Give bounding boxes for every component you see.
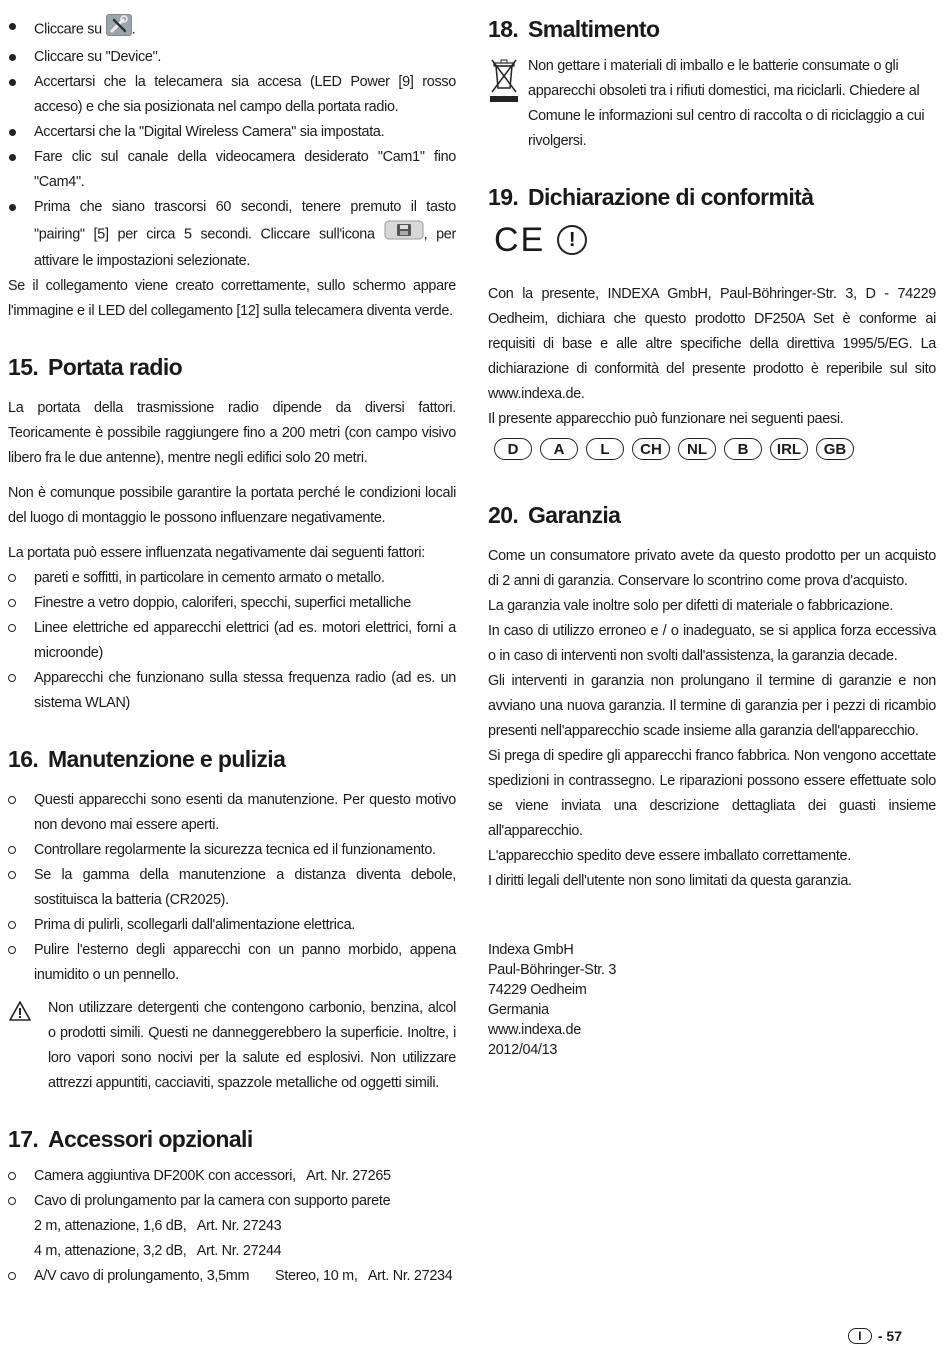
section-17-heading: 17. Accessori opzionali bbox=[8, 1126, 253, 1152]
list-item: Accertarsi che la "Digital Wireless Camera" sia impostata. bbox=[8, 120, 456, 145]
list-item: Accertarsi che la telecamera sia accesa (LED Power [9] rosso acceso) e che sia posizionata nel campo della portata radio. bbox=[8, 70, 456, 120]
maintenance-list bbox=[8, 788, 456, 988]
list-item: pareti e soffitti, in particolare in cemento armato o metallo. bbox=[8, 566, 456, 591]
warranty-para: Si prega di spedire gli apparecchi franco fabbrica. Non vengono accettate spedizioni in contrassegno. Le riparazioni possono essere effettuate solo se viene inviata una descrizione dettagliata dei guasti insieme all'apparecchio. bbox=[488, 748, 936, 839]
list-item: Finestre a vetro doppio, caloriferi, specchi, superfici metalliche bbox=[8, 591, 456, 616]
section-20-heading: 20. Garanzia bbox=[488, 502, 621, 528]
section-18-heading: 18. Smaltimento bbox=[488, 16, 660, 42]
list-item: Linee elettriche ed apparecchi elettrici (ad es. motori elettrici, forni a microonde) bbox=[8, 616, 456, 666]
warning-triangle-icon bbox=[8, 1000, 32, 1022]
country-badge: L bbox=[586, 438, 624, 460]
list-item: Cavo di prolungamento par la camera con supporto parete 2 m, attenazione, 1,6 dB, Art. Nr. 27243 4 m, attenazione, 3,2 dB, Art. Nr. 27244 bbox=[8, 1189, 456, 1264]
country-badge: CH bbox=[632, 438, 670, 460]
section-15-heading: 15. Portata radio bbox=[8, 354, 183, 380]
list-item: Pulire l'esterno degli apparecchi con un panno morbido, appena inumidito o un pennello. bbox=[8, 938, 456, 988]
country-badge: NL bbox=[678, 438, 716, 460]
company-address: Indexa GmbH Paul-Böhringer-Str. 3 74229 Oedheim Germania www.indexa.de 2012/04/13 bbox=[488, 942, 617, 1058]
range-factors-list bbox=[8, 566, 456, 716]
list-item: Camera aggiuntiva DF200K con accessori, Art. Nr. 27265 bbox=[8, 1164, 456, 1189]
list-item: Cliccare su . bbox=[8, 14, 456, 45]
country-badge: IRL bbox=[770, 438, 808, 460]
section-16-heading: 16. Manutenzione e pulizia bbox=[8, 746, 286, 772]
right-column bbox=[488, 14, 936, 1060]
warranty-para: La garanzia vale inoltre solo per difetti di materiale o fabbricazione. bbox=[488, 598, 894, 614]
warranty-para: L'apparecchio spedito deve essere imballato correttamente. bbox=[488, 848, 851, 864]
disposal-block: Non gettare i materiali di imballo e le batterie consumate o gli apparecchi obsoleti tra i rifiuti domestici, ma riciclarli. Chiedere al Comune le informazioni sul centro di raccolta o di riciclaggio a cui rivolgersi. bbox=[488, 54, 936, 154]
warranty-para: I diritti legali dell'utente non sono limitati da questa garanzia. bbox=[488, 873, 852, 889]
list-item: Questi apparecchi sono esenti da manutenzione. Per questo motivo non devono mai essere aperti. bbox=[8, 788, 456, 838]
page-number: I - 57 bbox=[848, 1328, 902, 1344]
pairing-result-paragraph: Se il collegamento viene creato correttamente, sullo schermo appare l'immagine e il LED del collegamento [12] sulla telecamera diventa verde. bbox=[8, 278, 456, 319]
list-item: A/V cavo di prolungamento, 3,5mm Stereo, 10 m, Art. Nr. 27234 bbox=[8, 1264, 456, 1289]
section-15-para-3: La portata può essere influenzata negativamente dai seguenti fattori: bbox=[8, 545, 425, 561]
alert-circle-icon: ! bbox=[557, 225, 587, 255]
crossed-bin-icon bbox=[490, 58, 518, 104]
section-19-heading: 19. Dichiarazione di conformità bbox=[488, 184, 814, 210]
list-item: Apparecchi che funzionano sulla stessa frequenza radio (ad es. un sistema WLAN) bbox=[8, 666, 456, 716]
countries-intro: Il presente apparecchio può funzionare nei seguenti paesi. bbox=[488, 411, 844, 427]
list-item: Cliccare su "Device". bbox=[8, 45, 456, 70]
list-item: Controllare regolarmente la sicurezza tecnica ed il funzionamento. bbox=[8, 838, 456, 863]
country-badge: A bbox=[540, 438, 578, 460]
country-badge: GB bbox=[816, 438, 854, 460]
tools-icon bbox=[106, 14, 132, 45]
ce-mark: CE bbox=[494, 221, 546, 259]
section-15-para-2: Non è comunque possibile garantire la portata perché le condizioni locali del luogo di montaggio le possono influenzare negativamente. bbox=[8, 485, 456, 526]
save-settings-icon bbox=[384, 220, 424, 249]
conformity-marks bbox=[494, 220, 936, 260]
warranty-para: Come un consumatore privato avete da questo prodotto per un acquisto di 2 anni di garanzia. Conservare lo scontrino come prova d'acquisto. bbox=[488, 548, 936, 589]
warranty-para: In caso di utilizzo erroneo e / o inadeguato, se si applica forza eccessiva o in caso di interventi non svolti dall'assistenza, la garanzia decade. bbox=[488, 623, 936, 664]
list-item: Prima che siano trascorsi 60 secondi, tenere premuto il tasto "pairing" [5] per circa 5 secondi. Cliccare sull'icona , per attivare le impostazioni selezionate. bbox=[8, 195, 456, 274]
language-badge: I bbox=[848, 1328, 872, 1344]
country-badge: B bbox=[724, 438, 762, 460]
country-badge: D bbox=[494, 438, 532, 460]
cleaning-warning: Non utilizzare detergenti che contengono carbonio, benzina, alcol o prodotti simili. Questi ne danneggerebbero la superficie. Inoltre, i loro vapori sono nocivi per la salute ed esplosivi. Non utilizzare attrezzi appuntiti, cacciaviti, spazzole metalliche od oggetti simili. bbox=[8, 996, 456, 1096]
accessories-list bbox=[8, 1164, 456, 1289]
pairing-steps-list bbox=[8, 14, 456, 274]
left-column bbox=[8, 14, 456, 1289]
conformity-paragraph: Con la presente, INDEXA GmbH, Paul-Böhringer-Str. 3, D - 74229 Oedheim, dichiara che questo prodotto DF250A Set è conforme ai requisiti di base e alle altre specifiche della direttiva 1995/5/EG. La dichiarazione di conformità del presente prodotto è reperibile sul sito www.indexa.de. bbox=[488, 286, 936, 402]
list-item: Fare clic sul canale della videocamera desiderato "Cam1" fino "Cam4". bbox=[8, 145, 456, 195]
warranty-para: Gli interventi in garanzia non prolungano il termine di garanzie e non avviano una nuova garanzia. Il termine di garanzia per i pezzi di ricambio presenti nell'apparecchio scade insieme alla garanzia dell'apparecchio. bbox=[488, 673, 936, 739]
country-codes bbox=[494, 438, 936, 460]
section-15-para-1: La portata della trasmissione radio dipende da diversi fattori. Teoricamente è possibile raggiungere fino a 200 metri (con campo visivo libero fra le due antenne), mentre negli edifici solo 20 metri. bbox=[8, 400, 456, 466]
list-item: Se la gamma della manutenzione a distanza diventa debole, sostituisca la batteria (CR2025). bbox=[8, 863, 456, 913]
list-item: Prima di pulirli, scollegarli dall'alimentazione elettrica. bbox=[8, 913, 456, 938]
